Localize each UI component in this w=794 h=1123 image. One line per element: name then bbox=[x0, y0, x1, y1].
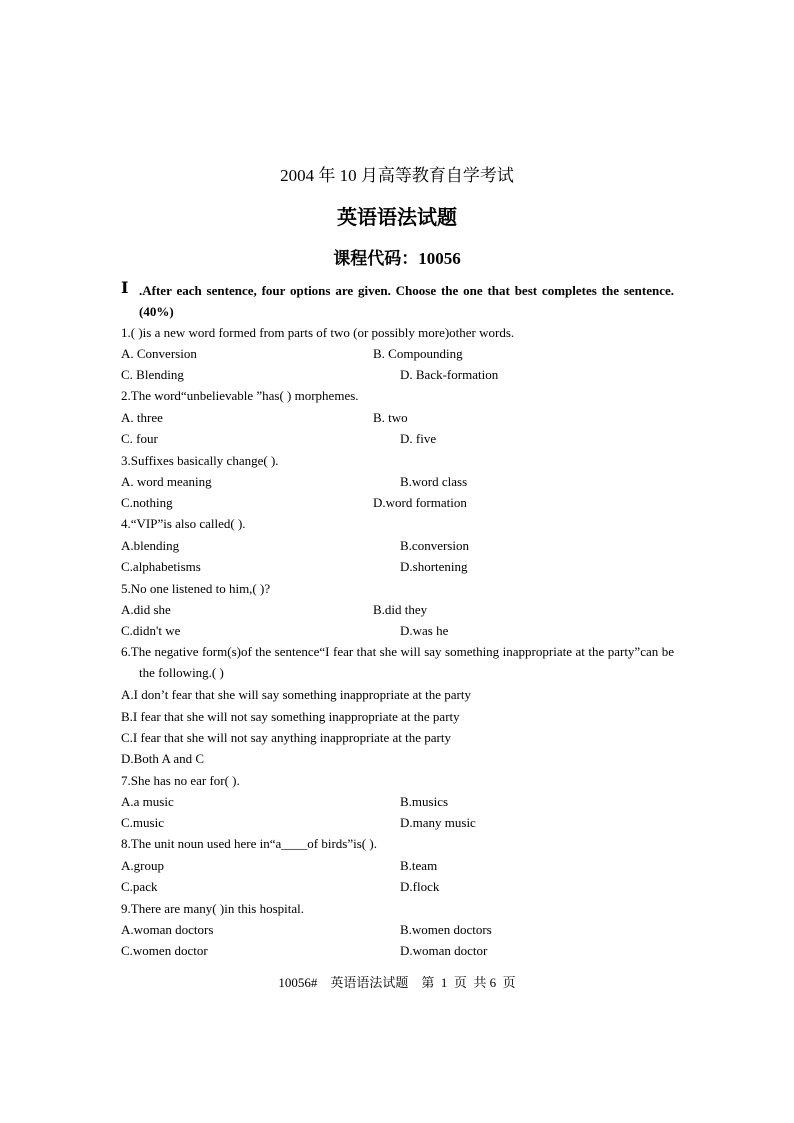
option-a: A. word meaning bbox=[121, 474, 212, 489]
option-a: A. three bbox=[121, 410, 163, 425]
option-d: D.Both A and C bbox=[121, 751, 205, 766]
question-stem: 3.Suffixes basically change( ). bbox=[121, 453, 279, 468]
section-instruction-text: .After each sentence, four options are given. Choose the one that best completes the sentence. (40%) bbox=[139, 283, 674, 319]
question-stem-wrapped bbox=[121, 641, 674, 683]
option-c: C.music bbox=[121, 815, 164, 830]
option-c: C. four bbox=[121, 431, 158, 446]
option-c: C.nothing bbox=[121, 495, 173, 510]
option-d: D.word formation bbox=[373, 495, 467, 510]
question-stem: 8.The unit noun used here in“a____of birds”is( ). bbox=[121, 836, 377, 851]
option-d: D.shortening bbox=[400, 559, 468, 574]
option-b: B.musics bbox=[400, 794, 449, 809]
option-c: C.didn't we bbox=[121, 623, 181, 638]
course-code: 课程代码：10056 bbox=[333, 249, 461, 268]
option-b: B. Compounding bbox=[373, 346, 463, 361]
question-stem: 4.“VIP”is also called( ). bbox=[121, 516, 246, 531]
option-c: C.pack bbox=[121, 879, 158, 894]
option-a: A. Conversion bbox=[121, 346, 197, 361]
option-b: B.did they bbox=[373, 602, 428, 617]
option-d: D.flock bbox=[400, 879, 440, 894]
option-b: B.conversion bbox=[400, 538, 469, 553]
option-b: B.team bbox=[400, 858, 438, 873]
option-d: D. Back-formation bbox=[400, 367, 499, 382]
section-number: Ⅰ bbox=[121, 280, 129, 297]
option-d: D. five bbox=[400, 431, 437, 446]
question-stem: 2.The word“unbelievable ”has( ) morphemes. bbox=[121, 388, 359, 403]
question-stem: 6.The negative form(s)of the sentence“I fear that she will say something inappropriate at the party”can be the following.( ) bbox=[121, 644, 674, 680]
option-c: C.women doctor bbox=[121, 943, 208, 958]
option-b: B.I fear that she will not say something inappropriate at the party bbox=[121, 709, 460, 724]
exam-title: 2004 年 10 月高等教育自学考试 bbox=[280, 166, 514, 185]
page-footer: 10056# 英语语法试题 第 1 页 共 6 页 bbox=[278, 975, 516, 990]
option-a: A.I don’t fear that she will say something inappropriate at the party bbox=[121, 687, 471, 702]
option-d: D.was he bbox=[400, 623, 449, 638]
option-c: C.I fear that she will not say anything inappropriate at the party bbox=[121, 730, 451, 745]
section-instruction bbox=[121, 280, 674, 322]
question-stem: 1.( )is a new word formed from parts of two (or possibly more)other words. bbox=[121, 325, 515, 340]
option-a: A.woman doctors bbox=[121, 922, 214, 937]
option-c: C. Blending bbox=[121, 367, 184, 382]
option-a: A.group bbox=[121, 858, 164, 873]
option-d: D.woman doctor bbox=[400, 943, 488, 958]
question-stem: 7.She has no ear for( ). bbox=[121, 773, 240, 788]
option-a: A.did she bbox=[121, 602, 171, 617]
option-a: A.blending bbox=[121, 538, 180, 553]
option-c: C.alphabetisms bbox=[121, 559, 201, 574]
question-stem: 5.No one listened to him,( )? bbox=[121, 581, 271, 596]
subject-title: 英语语法试题 bbox=[337, 207, 457, 229]
option-b: B.women doctors bbox=[400, 922, 492, 937]
option-b: B. two bbox=[373, 410, 408, 425]
option-a: A.a music bbox=[121, 794, 174, 809]
question-stem: 9.There are many( )in this hospital. bbox=[121, 901, 305, 916]
option-b: B.word class bbox=[400, 474, 468, 489]
option-d: D.many music bbox=[400, 815, 476, 830]
